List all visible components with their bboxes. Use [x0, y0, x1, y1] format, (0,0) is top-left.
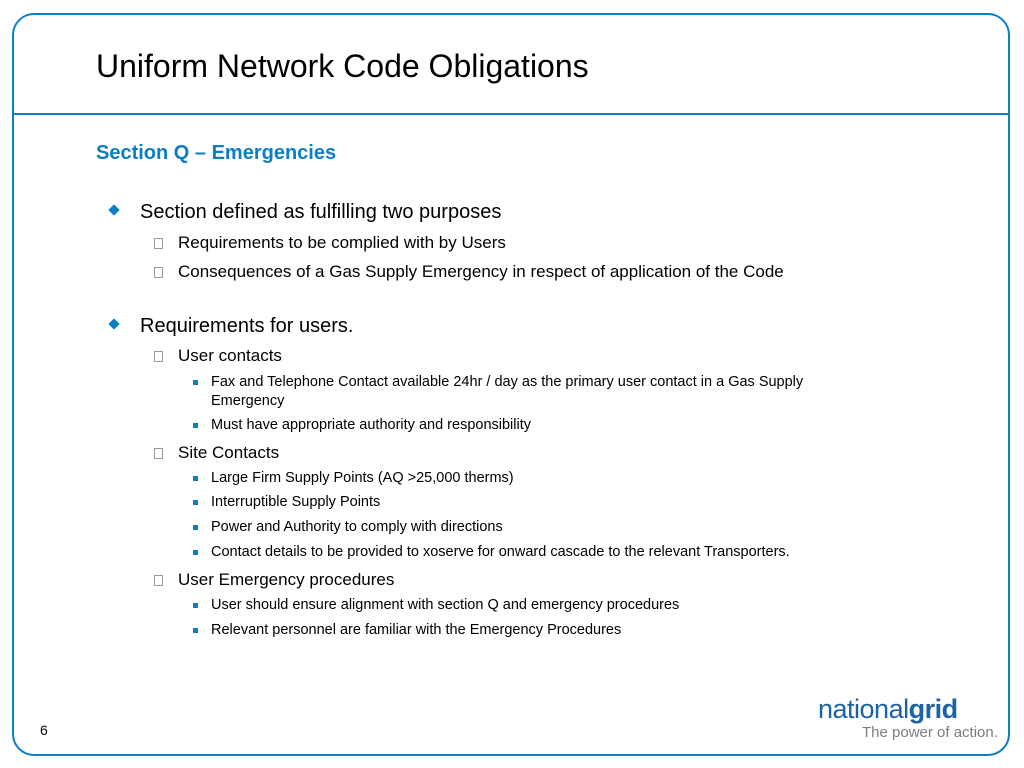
bullet-purposes: Section defined as fulfilling two purposes: [140, 201, 502, 223]
item-contact-details: Contact details to be provided to xoserve for onward cascade to the relevant Transporters.: [211, 544, 790, 560]
sub-bullet-user-contacts: User contacts: [178, 346, 282, 365]
item-interruptible: Interruptible Supply Points: [211, 494, 381, 510]
national-grid-logo: [818, 694, 958, 725]
square-bullet-icon: [193, 476, 198, 481]
item-authority: Must have appropriate authority and responsibility: [211, 417, 531, 433]
square-bullet-icon: [193, 500, 198, 505]
item-personnel: Relevant personnel are familiar with the Emergency Procedures: [211, 622, 622, 638]
sub-bullet-emergency-procedures: User Emergency procedures: [178, 570, 395, 589]
sub-bullet-site-contacts: Site Contacts: [178, 443, 280, 462]
item-fax-telephone: Fax and Telephone Contact available 24hr / day as the primary user contact in a Gas Supply: [211, 374, 804, 390]
title-divider: [12, 113, 1010, 115]
bullet-requirements-users: Requirements for users.: [140, 315, 354, 337]
item-large-firm: Large Firm Supply Points (AQ >25,000 therms): [211, 470, 514, 486]
sub-bullet-consequences: Consequences of a Gas Supply Emergency in respect of application of the Code: [178, 262, 784, 281]
square-bullet-icon: [193, 380, 198, 385]
item-power-authority: Power and Authority to comply with directions: [211, 519, 503, 535]
logo-tagline: The power of action.: [862, 724, 998, 741]
square-bullet-icon: [193, 628, 198, 633]
box-bullet-icon: [154, 351, 163, 362]
box-bullet-icon: [154, 448, 163, 459]
square-bullet-icon: [193, 603, 198, 608]
sub-bullet-requirements: Requirements to be complied with by Users: [178, 233, 506, 252]
slide-title: Uniform Network Code Obligations: [96, 48, 589, 84]
section-heading: Section Q – Emergencies: [96, 142, 337, 164]
box-bullet-icon: [154, 267, 163, 278]
box-bullet-icon: [154, 238, 163, 249]
box-bullet-icon: [154, 575, 163, 586]
square-bullet-icon: [193, 423, 198, 428]
item-alignment: User should ensure alignment with section Q and emergency procedures: [211, 597, 680, 613]
logo-national: national: [818, 694, 909, 724]
logo-grid: grid: [908, 694, 958, 724]
square-bullet-icon: [193, 525, 198, 530]
square-bullet-icon: [193, 550, 198, 555]
item-fax-telephone-cont: Emergency: [211, 393, 285, 409]
page-number: 6: [40, 722, 48, 738]
